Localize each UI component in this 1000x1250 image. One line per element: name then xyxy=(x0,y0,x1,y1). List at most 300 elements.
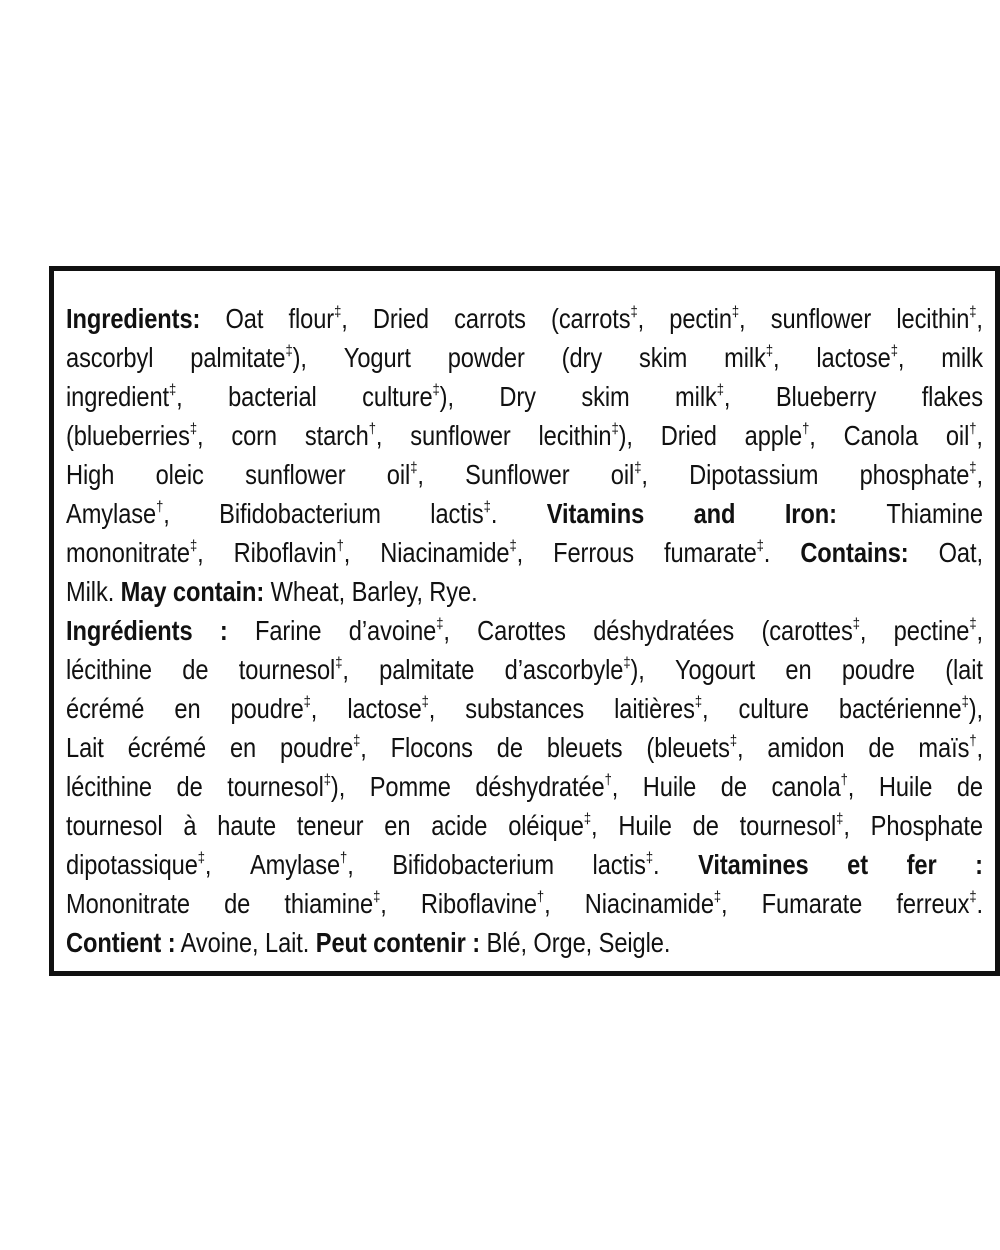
ingredient-text: de xyxy=(720,771,747,802)
footnote-marker: ‡ xyxy=(432,381,440,399)
ingredient-text: , xyxy=(591,810,598,841)
text-word xyxy=(740,806,850,845)
ingredient-text: Dried xyxy=(372,303,430,334)
ingredient-text: lécithine xyxy=(66,771,152,802)
text-word xyxy=(800,533,908,572)
ingredient-text: oléique xyxy=(508,810,584,841)
text-word xyxy=(639,338,687,377)
ingredient-text: oleic xyxy=(155,459,204,490)
text-word xyxy=(553,533,634,572)
ingredient-text: poudre xyxy=(841,654,915,685)
ingredient-text: de xyxy=(182,654,209,685)
ingredient-text: , xyxy=(443,615,450,646)
bold-heading: and xyxy=(693,498,736,529)
bold-heading: Vitamines xyxy=(698,849,809,880)
ingredients-text xyxy=(66,299,983,962)
ingredient-text: Bifidobacterium xyxy=(392,849,554,880)
ingredient-text: . xyxy=(763,537,771,568)
ingredient-text: Yogourt xyxy=(675,654,756,685)
text-word xyxy=(871,806,983,845)
text-word xyxy=(370,767,451,806)
text-word xyxy=(721,767,747,806)
ingredient-text: lactose xyxy=(816,342,891,373)
ingredient-text: de xyxy=(224,888,251,919)
text-word xyxy=(66,455,114,494)
ingredient-text: , xyxy=(310,693,318,724)
ingredient-text: , xyxy=(176,381,183,412)
ingredient-text: déshydratée xyxy=(475,771,605,802)
ingredient-text: Huile xyxy=(642,771,697,802)
ingredient-text: sunflower xyxy=(770,303,872,334)
ingredient-text: dipotassique xyxy=(66,849,198,880)
footnote-marker: ‡ xyxy=(961,693,969,711)
text-word xyxy=(448,338,525,377)
text-word xyxy=(347,689,435,728)
footnote-marker: † xyxy=(802,420,810,438)
ingredient-text: , xyxy=(723,381,731,412)
ingredient-text: ), xyxy=(292,342,307,373)
ingredient-text: en xyxy=(174,693,201,724)
ingredient-text: thiamine xyxy=(284,888,374,919)
text-word xyxy=(66,650,152,689)
bold-heading: Ingredients: xyxy=(66,303,201,334)
ingredient-text: Dry xyxy=(499,381,536,412)
ingredient-text: poudre xyxy=(280,732,354,763)
ingredient-text: oil xyxy=(945,420,970,451)
ingredient-text: , xyxy=(163,498,170,529)
text-word xyxy=(844,416,918,455)
ingredient-text: Amylase xyxy=(66,498,157,529)
ingredient-text: Riboflavin xyxy=(233,537,337,568)
ingredient-text: , xyxy=(976,459,983,490)
text-word xyxy=(761,611,866,650)
ingredient-text: Fumarate xyxy=(761,888,863,919)
text-word xyxy=(581,377,629,416)
footnote-marker: ‡ xyxy=(483,498,491,516)
text-line xyxy=(66,377,983,416)
text-word xyxy=(182,650,208,689)
ingredient-text: Wheat, Barley, Rye. xyxy=(264,576,478,607)
ingredient-text: Lait xyxy=(66,732,104,763)
ingredient-text: , xyxy=(341,303,348,334)
bold-heading: fer xyxy=(906,849,937,880)
ingredient-text: Bifidobacterium xyxy=(219,498,381,529)
ingredient-text: de xyxy=(496,732,523,763)
text-word xyxy=(698,845,809,884)
text-word xyxy=(646,728,743,767)
ingredient-text: poudre xyxy=(230,693,304,724)
ingredient-text: , xyxy=(516,537,524,568)
text-word xyxy=(896,299,983,338)
text-word xyxy=(776,377,876,416)
ingredient-text: Sunflower xyxy=(465,459,570,490)
text-word xyxy=(284,884,386,923)
text-word xyxy=(839,689,983,728)
ingredient-text: milk xyxy=(675,381,717,412)
ingredient-text: à xyxy=(183,810,197,841)
text-word xyxy=(174,689,200,728)
ingredient-text: , xyxy=(859,615,867,646)
text-word xyxy=(785,650,811,689)
text-word xyxy=(771,767,854,806)
text-word xyxy=(66,416,203,455)
footnote-marker: ‡ xyxy=(373,888,381,906)
ingredient-text: tournesol xyxy=(238,654,336,685)
ingredient-text: tournesol xyxy=(66,810,163,841)
text-word xyxy=(664,533,770,572)
ingredient-text: , xyxy=(360,732,367,763)
text-word xyxy=(847,845,868,884)
ingredient-text: lactis xyxy=(430,498,484,529)
text-word xyxy=(280,728,367,767)
text-word xyxy=(975,845,983,884)
footnote-marker: ‡ xyxy=(169,381,177,399)
ingredient-text: , xyxy=(637,303,645,334)
text-word xyxy=(66,299,200,338)
ingredient-text: maïs xyxy=(918,732,970,763)
text-word xyxy=(250,845,354,884)
text-word xyxy=(183,806,196,845)
ingredient-text: bactérienne xyxy=(838,693,962,724)
text-word xyxy=(66,845,211,884)
footnote-marker: ‡ xyxy=(694,693,702,711)
ingredient-text: Yogurt xyxy=(343,342,411,373)
ingredient-text: teneur xyxy=(296,810,364,841)
text-word xyxy=(410,416,510,455)
text-word xyxy=(225,299,263,338)
footnote-marker: ‡ xyxy=(765,342,773,360)
text-word xyxy=(66,884,190,923)
ingredient-text: Farine xyxy=(254,615,322,646)
text-word xyxy=(499,377,536,416)
ingredient-text: ingredient xyxy=(66,381,170,412)
ingredient-text: (lait xyxy=(945,654,983,685)
text-word xyxy=(465,455,569,494)
text-word xyxy=(939,533,983,572)
text-word xyxy=(234,533,351,572)
ingredient-text: de xyxy=(956,771,983,802)
ingredient-text: , xyxy=(976,303,983,334)
ingredient-text: écrémé xyxy=(66,693,145,724)
text-word xyxy=(227,767,345,806)
ingredient-text: Huile xyxy=(878,771,933,802)
text-word xyxy=(907,845,937,884)
ingredient-text: Niacinamide xyxy=(380,537,510,568)
text-word xyxy=(661,416,717,455)
bold-heading: Iron: xyxy=(784,498,837,529)
ingredient-text: starch xyxy=(304,420,369,451)
ingredient-text: , xyxy=(342,654,349,685)
ingredient-text: , xyxy=(343,537,351,568)
ingredient-text: , xyxy=(809,420,816,451)
text-word xyxy=(465,689,584,728)
text-word xyxy=(454,299,526,338)
text-word xyxy=(643,767,696,806)
ingredient-text: Carottes xyxy=(477,615,566,646)
ingredient-text: oil xyxy=(610,459,635,490)
ingredient-text: Dried xyxy=(660,420,717,451)
ingredient-text: flour xyxy=(288,303,335,334)
text-word xyxy=(816,338,904,377)
text-word xyxy=(539,416,633,455)
text-word xyxy=(693,806,719,845)
ingredient-text: palmitate xyxy=(379,654,475,685)
text-line xyxy=(66,533,983,572)
ingredient-text: Thiamine xyxy=(886,498,983,529)
text-word xyxy=(66,611,193,650)
ingredient-text: bleuets xyxy=(546,732,623,763)
text-word xyxy=(946,416,983,455)
ingredient-text: skim xyxy=(581,381,630,412)
ingredient-text: , xyxy=(739,303,746,334)
footnote-marker: ‡ xyxy=(509,537,517,555)
footnote-marker: † xyxy=(368,420,376,438)
ingredient-text: flakes xyxy=(921,381,983,412)
ingredient-text: ), xyxy=(439,381,454,412)
ingredient-text: , xyxy=(976,615,983,646)
bold-heading: May contain: xyxy=(120,576,265,607)
text-word xyxy=(941,338,983,377)
text-word xyxy=(618,806,671,845)
ingredient-text: fumarate xyxy=(664,537,757,568)
text-word xyxy=(842,650,915,689)
ingredient-text: Huile xyxy=(618,810,672,841)
text-line xyxy=(66,416,983,455)
text-word xyxy=(379,650,474,689)
ingredient-text: apple xyxy=(744,420,803,451)
ingredient-text: Amylase xyxy=(249,849,341,880)
text-word xyxy=(297,806,364,845)
ingredient-text: . xyxy=(490,498,498,529)
ingredient-text: lactis xyxy=(592,849,646,880)
text-word xyxy=(694,494,736,533)
ingredient-text: , xyxy=(701,693,709,724)
footnote-marker: ‡ xyxy=(890,342,898,360)
footnote-marker: ‡ xyxy=(634,459,642,477)
text-word xyxy=(228,377,317,416)
ingredient-text: , xyxy=(772,342,780,373)
footnote-marker: ‡ xyxy=(716,381,724,399)
bold-heading: : xyxy=(219,615,228,646)
ingredient-text: Avoine, Lait. xyxy=(175,927,316,958)
ingredient-text: , xyxy=(428,693,436,724)
ingredient-text: . xyxy=(653,849,660,880)
footnote-marker: ‡ xyxy=(836,810,844,828)
text-word xyxy=(675,650,755,689)
ingredient-text: (dry xyxy=(561,342,603,373)
ingredient-text: , xyxy=(544,888,551,919)
text-line xyxy=(66,494,983,533)
text-line xyxy=(66,923,855,962)
ingredient-text: Canola xyxy=(843,420,919,451)
text-word xyxy=(860,455,983,494)
text-line xyxy=(66,689,983,728)
footnote-marker: ‡ xyxy=(583,810,592,828)
footnote-marker: † xyxy=(969,420,977,438)
text-word xyxy=(767,728,844,767)
footnote-marker: ‡ xyxy=(197,849,205,867)
ingredient-text: mononitrate xyxy=(66,537,190,568)
footnote-marker: † xyxy=(156,498,164,516)
ingredient-text: Blé, Orge, Seigle. xyxy=(480,927,671,958)
text-word xyxy=(66,767,152,806)
ingredient-text: Ferrous xyxy=(553,537,634,568)
ingredient-text: lécithine xyxy=(66,654,152,685)
text-word xyxy=(362,377,454,416)
text-word xyxy=(611,455,648,494)
ingredient-text: lecithin xyxy=(538,420,612,451)
text-word xyxy=(128,728,206,767)
text-word xyxy=(785,494,837,533)
ingredient-text: culture xyxy=(362,381,433,412)
ingredient-text: substances xyxy=(465,693,585,724)
text-word xyxy=(477,611,566,650)
text-word xyxy=(344,338,411,377)
bold-heading: Ingrédients xyxy=(66,615,193,646)
footnote-marker: ‡ xyxy=(323,771,331,789)
ingredient-text: tournesol xyxy=(227,771,324,802)
footnote-marker: † xyxy=(336,537,344,555)
text-word xyxy=(945,650,983,689)
ingredient-text: Milk. xyxy=(66,576,121,607)
ingredient-text: , xyxy=(721,888,728,919)
ingredient-text: Blueberry xyxy=(775,381,877,412)
text-word xyxy=(392,845,554,884)
ingredient-text: ), xyxy=(330,771,346,802)
text-word xyxy=(245,455,345,494)
footnote-marker: ‡ xyxy=(969,615,977,633)
footnote-marker: ‡ xyxy=(189,420,198,438)
text-word xyxy=(957,767,983,806)
text-word xyxy=(505,650,645,689)
ingredient-text: , xyxy=(976,732,983,763)
footnote-marker: ‡ xyxy=(623,654,631,672)
ingredient-text: sunflower xyxy=(245,459,346,490)
ingredient-text: . xyxy=(976,888,984,919)
text-word xyxy=(745,416,816,455)
ingredient-text: , xyxy=(611,771,619,802)
text-word xyxy=(66,689,144,728)
text-word xyxy=(66,494,170,533)
text-word xyxy=(431,806,487,845)
ingredient-text: High xyxy=(66,459,115,490)
ingredient-text: milk xyxy=(941,342,983,373)
bold-heading: Contains: xyxy=(800,537,909,568)
ingredient-text: d’avoine xyxy=(348,615,437,646)
ingredient-text: powder xyxy=(447,342,525,373)
ingredient-text: culture xyxy=(738,693,809,724)
text-word xyxy=(771,299,871,338)
ingredient-text: acide xyxy=(431,810,488,841)
text-word xyxy=(724,338,779,377)
text-word xyxy=(593,845,660,884)
text-word xyxy=(156,455,204,494)
text-word xyxy=(219,494,381,533)
footnote-marker: † xyxy=(840,771,848,789)
text-word xyxy=(562,338,602,377)
ingredient-text: milk xyxy=(724,342,766,373)
footnote-marker: ‡ xyxy=(285,342,293,360)
text-word xyxy=(585,884,728,923)
ingredient-text: Oat, xyxy=(938,537,983,568)
text-word xyxy=(879,767,932,806)
text-word xyxy=(547,728,623,767)
ingredient-text: en xyxy=(384,810,411,841)
text-line xyxy=(66,338,983,377)
ingredient-text: , xyxy=(843,810,850,841)
footnote-marker: † xyxy=(536,888,545,906)
footnote-marker: ‡ xyxy=(303,693,311,711)
text-word xyxy=(387,455,424,494)
text-word xyxy=(66,338,153,377)
text-word xyxy=(593,611,734,650)
ingredient-text: ), xyxy=(968,693,984,724)
ingredient-text: skim xyxy=(638,342,688,373)
bold-heading: Peut contenir : xyxy=(315,927,481,958)
text-word xyxy=(224,884,250,923)
text-word xyxy=(894,611,983,650)
text-word xyxy=(391,728,473,767)
text-word xyxy=(475,767,618,806)
text-word xyxy=(384,806,410,845)
ingredient-text: , xyxy=(380,888,387,919)
ingredient-text: Dipotassium xyxy=(689,459,819,490)
text-line xyxy=(66,299,983,338)
text-word xyxy=(190,338,307,377)
footnote-marker: ‡ xyxy=(969,888,977,906)
bold-heading: et xyxy=(847,849,869,880)
ingredient-text: (blueberries xyxy=(66,420,190,451)
text-word xyxy=(922,377,983,416)
ingredient-text: haute xyxy=(217,810,277,841)
ingredient-text: , xyxy=(204,849,212,880)
footnote-marker: ‡ xyxy=(353,732,361,750)
ingredient-text: , xyxy=(641,459,648,490)
footnote-marker: † xyxy=(969,732,977,750)
ingredient-text: (carottes xyxy=(761,615,853,646)
text-line xyxy=(66,806,983,845)
text-word xyxy=(614,689,708,728)
text-word xyxy=(739,689,809,728)
ingredient-text: tournesol xyxy=(739,810,837,841)
ingredients-panel xyxy=(49,266,1000,976)
text-word xyxy=(230,728,256,767)
ingredient-text: de xyxy=(692,810,719,841)
ingredient-text: phosphate xyxy=(859,459,970,490)
ingredient-text: palmitate xyxy=(190,342,286,373)
ingredient-text: , xyxy=(737,732,744,763)
ingredient-text: canola xyxy=(771,771,841,802)
ingredient-text: , xyxy=(897,342,905,373)
footnote-marker: ‡ xyxy=(630,303,638,321)
ingredient-text: oil xyxy=(386,459,411,490)
ingredient-text: en xyxy=(785,654,812,685)
text-line xyxy=(66,455,983,494)
text-word xyxy=(497,728,523,767)
ingredient-text: (bleuets xyxy=(646,732,730,763)
ingredient-text: ), xyxy=(630,654,645,685)
text-word xyxy=(551,299,644,338)
footnote-marker: ‡ xyxy=(731,303,740,321)
ingredient-text: corn xyxy=(231,420,278,451)
text-word xyxy=(886,494,983,533)
text-word xyxy=(177,767,203,806)
text-word xyxy=(66,806,163,845)
text-line xyxy=(66,650,983,689)
ingredient-text: , xyxy=(375,420,383,451)
ingredient-text: déshydratées xyxy=(593,615,735,646)
text-word xyxy=(289,299,348,338)
